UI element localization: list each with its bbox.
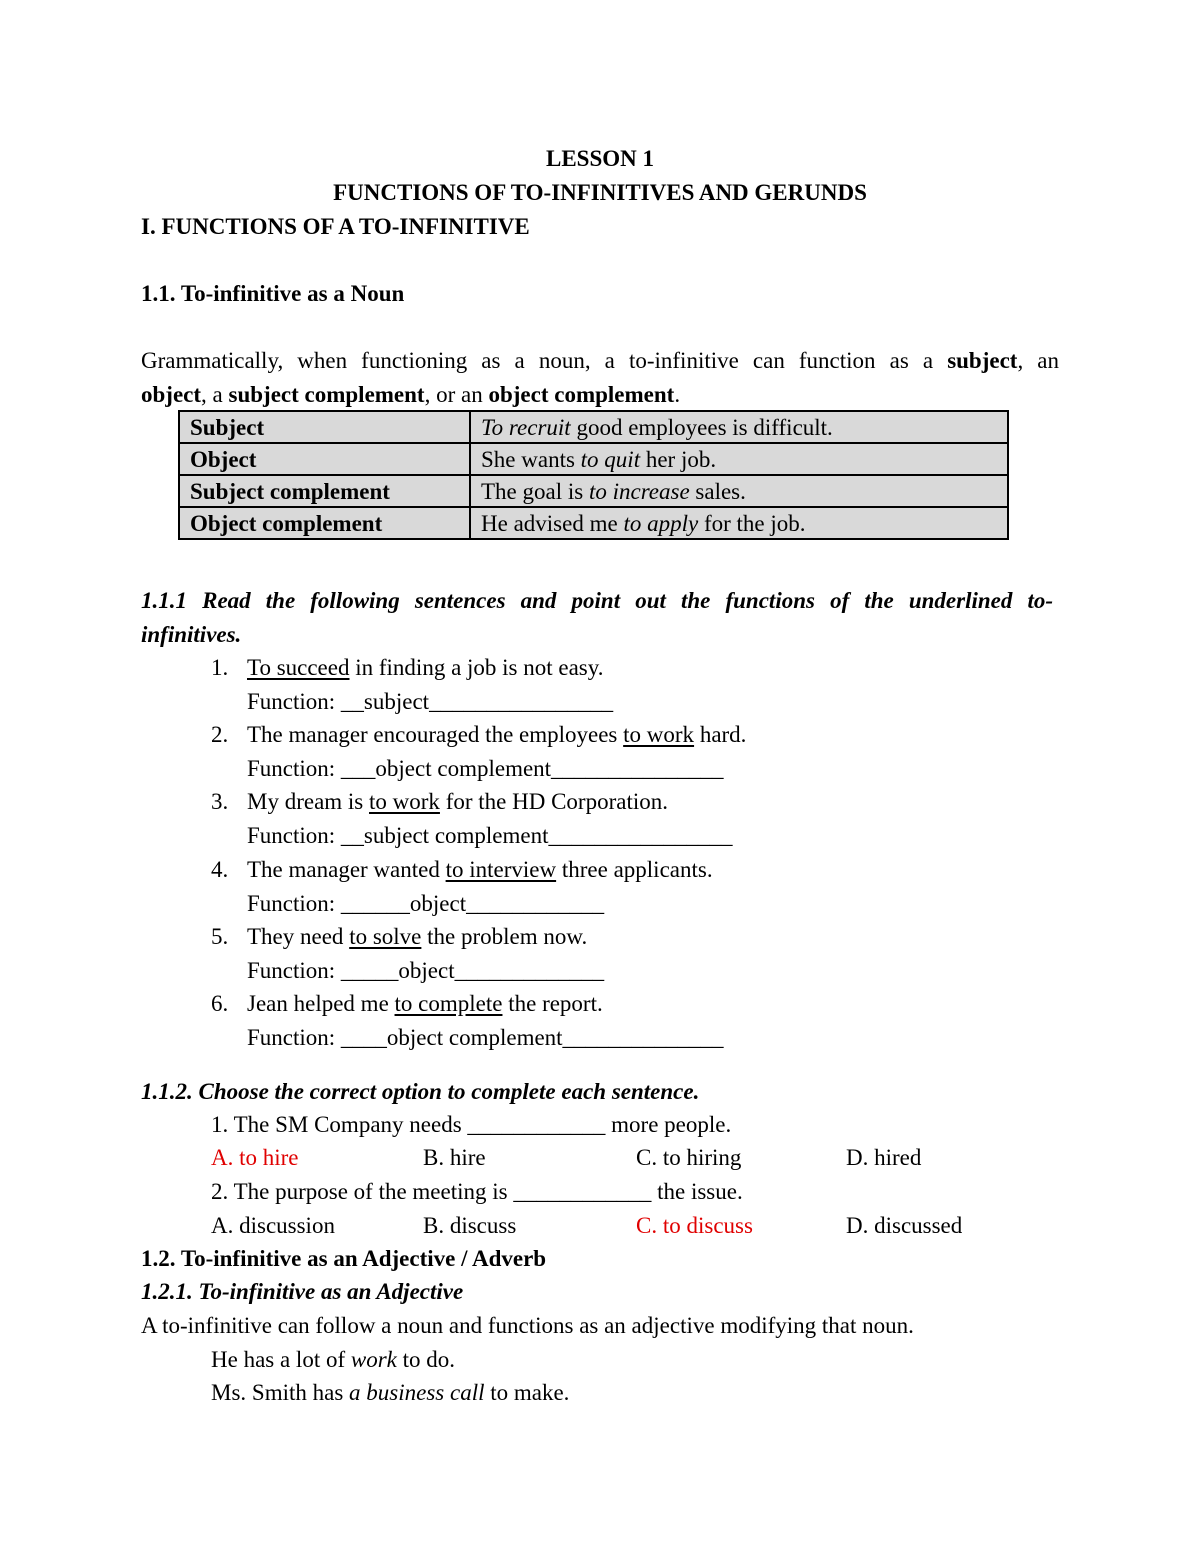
option-q2-d: D. discussed [846, 1213, 963, 1238]
table-cell-label: Object complement [179, 507, 470, 539]
example-sentence: He has a lot of work to do. [211, 1347, 456, 1372]
lesson-label: LESSON 1 [545, 146, 654, 171]
list-item-number: 4. [211, 857, 229, 882]
subsection-heading-1-2: 1.2. To-infinitive as an Adjective / Adverb [141, 1246, 547, 1271]
list-item-number: 3. [211, 789, 229, 814]
table-cell-example: The goal is to increase sales. [470, 475, 1008, 507]
list-item: The manager wanted to interview three applicants. [247, 857, 713, 882]
table-row [179, 411, 1008, 443]
table-cell-example: To recruit good employees is difficult. [470, 411, 1008, 443]
list-item-number: 1. [211, 655, 229, 680]
section-heading: I. FUNCTIONS OF A TO-INFINITIVE [141, 214, 530, 239]
function-answer: Function: __subject complement________________ [247, 823, 733, 848]
table-cell-example: He advised me to apply for the job. [470, 507, 1008, 539]
list-item-number: 5. [211, 924, 229, 949]
function-answer: Function: ____object complement______________ [247, 1025, 724, 1050]
function-answer: Function: ______object____________ [247, 891, 605, 916]
subsection-heading-1-2-1: 1.2.1. To-infinitive as an Adjective [141, 1279, 464, 1304]
list-item-number: 6. [211, 991, 229, 1016]
option-q2-b: B. discuss [423, 1213, 517, 1238]
option-q2-a: A. discussion [211, 1213, 335, 1238]
table-cell-label: Object [179, 443, 470, 475]
option-q1-c: C. to hiring [636, 1145, 742, 1170]
list-item: Jean helped me to complete the report. [247, 991, 603, 1016]
subsection-heading-1-1: 1.1. To-infinitive as a Noun [141, 281, 405, 306]
function-answer: Function: _____object_____________ [247, 958, 605, 983]
function-answer: Function: __subject________________ [247, 689, 614, 714]
table-row [179, 475, 1008, 507]
list-item: They need to solve the problem now. [247, 924, 588, 949]
exercise-1-1-2-instruction: 1.1.2. Choose the correct option to complete each sentence. [141, 1079, 700, 1104]
function-answer: Function: ___object complement_______________ [247, 756, 724, 781]
example-sentence: Ms. Smith has a business call to make. [211, 1380, 570, 1405]
adjective-description: A to-infinitive can follow a noun and functions as an adjective modifying that noun. [141, 1313, 914, 1338]
option-q1-d: D. hired [846, 1145, 922, 1170]
option-q1-b: B. hire [423, 1145, 486, 1170]
option-q1-a-correct: A. to hire [211, 1145, 299, 1170]
intro-line-1: Grammatically, when functioning as a noun, a to-infinitive can function as a subject, an [141, 348, 1060, 373]
table-cell-example: She wants to quit her job. [470, 443, 1008, 475]
list-item: The manager encouraged the employees to work hard. [247, 722, 747, 747]
table-cell-label: Subject complement [179, 475, 470, 507]
exercise-1-1-1-instruction-line-2: infinitives. [141, 622, 242, 647]
intro-line-2: object, a subject complement, or an object complement. [141, 382, 681, 407]
question-1: 1. The SM Company needs ____________ more people. [211, 1112, 732, 1137]
functions-table [178, 410, 1009, 540]
list-item-number: 2. [211, 722, 229, 747]
table-row [179, 507, 1008, 539]
main-title: FUNCTIONS OF TO-INFINITIVES AND GERUNDS [333, 180, 867, 205]
exercise-1-1-1-instruction-line-1: 1.1.1 Read the following sentences and point out the functions of the underlined to- [141, 588, 1053, 613]
list-item: To succeed in finding a job is not easy. [247, 655, 604, 680]
table-cell-label: Subject [179, 411, 470, 443]
question-2: 2. The purpose of the meeting is ____________ the issue. [211, 1179, 743, 1204]
list-item: My dream is to work for the HD Corporation. [247, 789, 668, 814]
option-q2-c-correct: C. to discuss [636, 1213, 753, 1238]
table-row [179, 443, 1008, 475]
